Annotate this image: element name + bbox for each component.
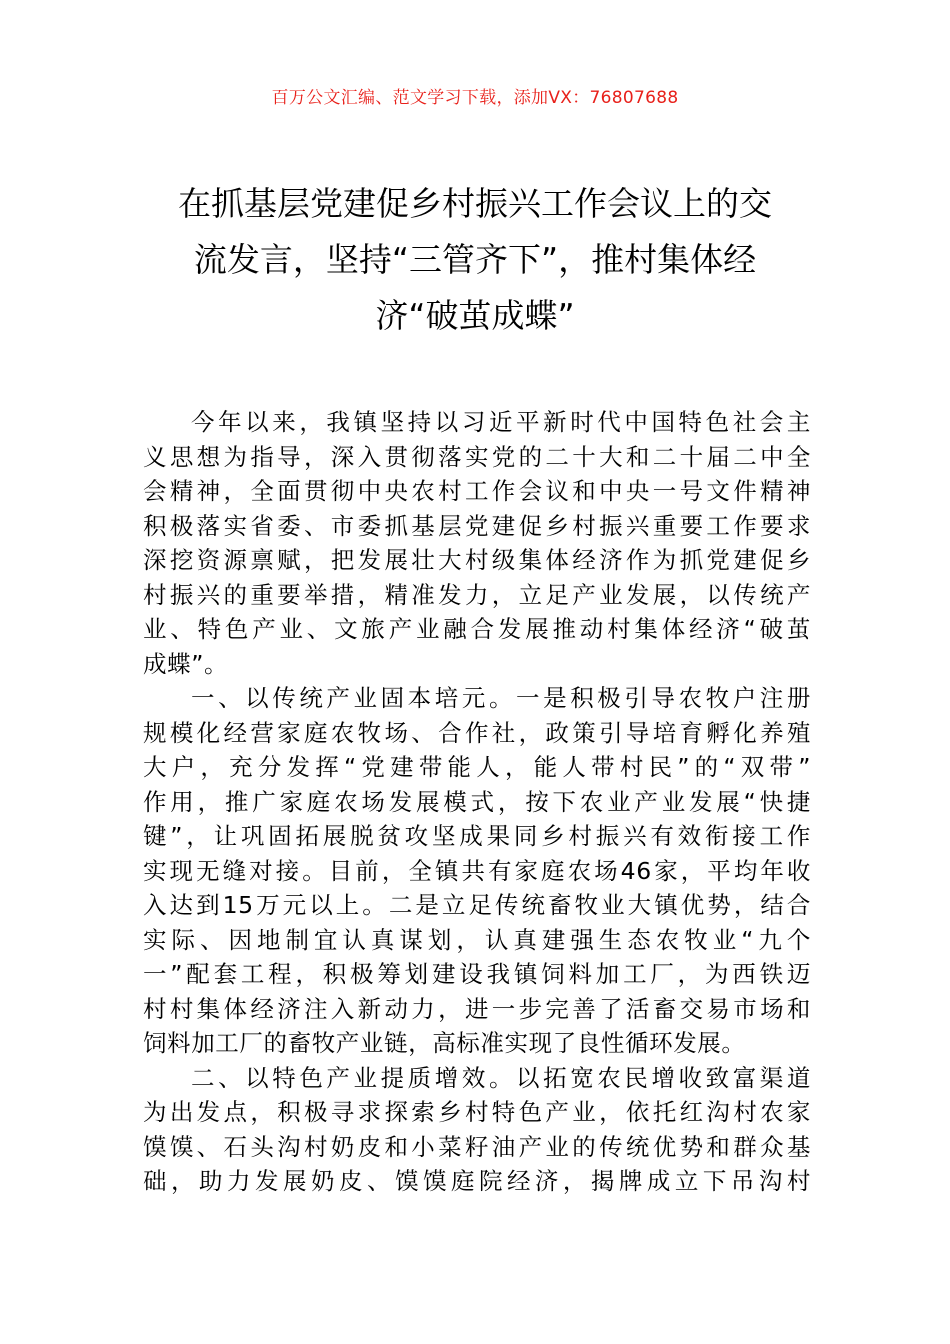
text-line: 饲料加工厂的畜牧产业链，高标准实现了良性循环发展。	[143, 1029, 746, 1057]
title-line: 在抓基层党建促乡村振兴工作会议上的交	[178, 184, 772, 223]
text-line: 础，助力发展奶皮、馍馍庭院经济，揭牌成立下吊沟村	[143, 1167, 811, 1195]
text-line: 为出发点，积极寻求探索乡村特色产业，依托红沟村农家	[143, 1098, 811, 1126]
text-line: 深挖资源禀赋，把发展壮大村级集体经济作为抓党建促乡	[143, 546, 811, 574]
text-line: 村村集体经济注入新动力，进一步完善了活畜交易市场和	[143, 994, 811, 1023]
text-line: 实际、因地制宜认真谋划，认真建强生态农牧业“九个	[143, 925, 811, 954]
text-line: 今年以来，我镇坚持以习近平新时代中国特色社会主	[191, 408, 811, 436]
paragraph-section-2	[143, 1061, 811, 1199]
watermark-text: 百万公文汇编、范文学习下载，添加VX：76807688	[271, 88, 679, 108]
text-line: 键”，让巩固拓展脱贫攻坚成果同乡村振兴有效衔接工作	[143, 822, 811, 850]
paragraph-section-1	[143, 681, 811, 1061]
document-body	[143, 405, 811, 1199]
text-line: 业、特色产业、文旅产业融合发展推动村集体经济“破茧	[143, 615, 811, 643]
text-line: 一”配套工程，积极筹划建设我镇饲料加工厂，为西铁迈	[143, 960, 811, 988]
text-line: 成蝶”。	[143, 649, 229, 678]
text-line: 大户，充分发挥“党建带能人，能人带村民”的“双带”	[143, 753, 811, 781]
title-line: 济“破茧成蝶”	[375, 296, 575, 335]
text-line: 二、以特色产业提质增效。以拓宽农民增收致富渠道	[191, 1063, 811, 1092]
title-line: 流发言，坚持“三管齐下”，推村集体经	[193, 240, 757, 279]
text-line: 实现无缝对接。目前，全镇共有家庭农场46家，平均年收	[143, 856, 811, 885]
text-line: 入达到15万元以上。二是立足传统畜牧业大镇优势，结合	[143, 891, 811, 919]
text-line: 馍馍、石头沟村奶皮和小菜籽油产业的传统优势和群众基	[143, 1132, 811, 1161]
text-line: 义思想为指导，深入贯彻落实党的二十大和二十届二中全	[143, 442, 811, 471]
document-title	[150, 176, 800, 344]
paragraph-intro	[143, 405, 811, 681]
text-line: 规模化经营家庭农牧场、合作社，政策引导培育孵化养殖	[143, 718, 811, 747]
text-line: 作用，推广家庭农场发展模式，按下农业产业发展“快捷	[143, 787, 811, 816]
text-line: 会精神，全面贯彻中央农村工作会议和中央一号文件精神	[143, 477, 811, 505]
text-line: 积极落实省委、市委抓基层党建促乡村振兴重要工作要求	[143, 511, 811, 540]
text-line: 一、以传统产业固本培元。一是积极引导农牧户注册	[191, 684, 811, 712]
text-line: 村振兴的重要举措，精准发力，立足产业发展，以传统产	[143, 580, 811, 609]
